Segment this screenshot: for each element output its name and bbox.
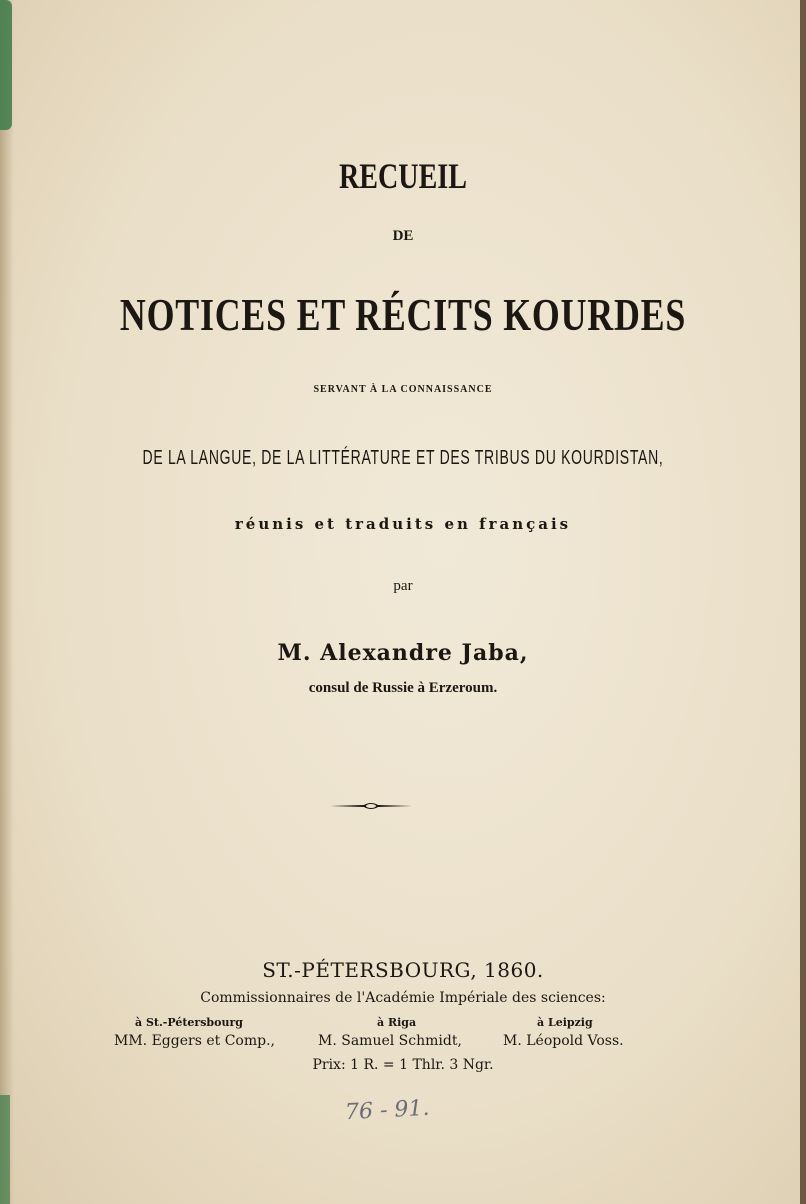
imprint-price: Prix: 1 R. = 1 Thlr. 3 Ngr. bbox=[312, 1057, 494, 1073]
title-main: NOTICES ET RÉCITS KOURDES bbox=[119, 289, 687, 340]
seller-name-eggers: MM. Eggers et Comp., bbox=[114, 1033, 275, 1049]
seller-city-riga: à Riga bbox=[377, 1016, 417, 1029]
title-servant: SERVANT À LA CONNAISSANCE bbox=[313, 384, 493, 395]
green-binding-tab-lower bbox=[0, 1095, 10, 1204]
seller-city-leipzig: à Leipzig bbox=[537, 1016, 593, 1029]
imprint-place-year: ST.-PÉTERSBOURG, 1860. bbox=[262, 958, 544, 982]
seller-name-voss: M. Léopold Voss. bbox=[503, 1033, 624, 1049]
green-binding-tab bbox=[0, 0, 12, 130]
handwritten-annotation: 76 - 91. bbox=[344, 1095, 431, 1126]
seller-city-stpetersburg: à St.-Pétersbourg bbox=[135, 1016, 243, 1029]
author-name: M. Alexandre Jaba, bbox=[277, 640, 529, 666]
title-subject: DE LA LANGUE, DE LA LITTÉRATURE ET DES TRIBUS DU KOURDISTAN, bbox=[142, 447, 664, 469]
imprint-commissioners: Commissionnaires de l'Académie Impériale des sciences: bbox=[200, 990, 606, 1006]
seller-name-schmidt: M. Samuel Schmidt, bbox=[318, 1033, 462, 1049]
page-right-edge bbox=[800, 0, 806, 1204]
page-left-edge bbox=[0, 0, 14, 1204]
title-reunis: réunis et traduits en français bbox=[234, 515, 572, 533]
title-recueil: RECUEIL bbox=[339, 156, 467, 196]
author-position: consul de Russie à Erzeroum. bbox=[308, 680, 498, 696]
title-par: par bbox=[393, 578, 413, 594]
ornament-rule bbox=[330, 800, 412, 812]
title-de: DE bbox=[392, 228, 414, 244]
